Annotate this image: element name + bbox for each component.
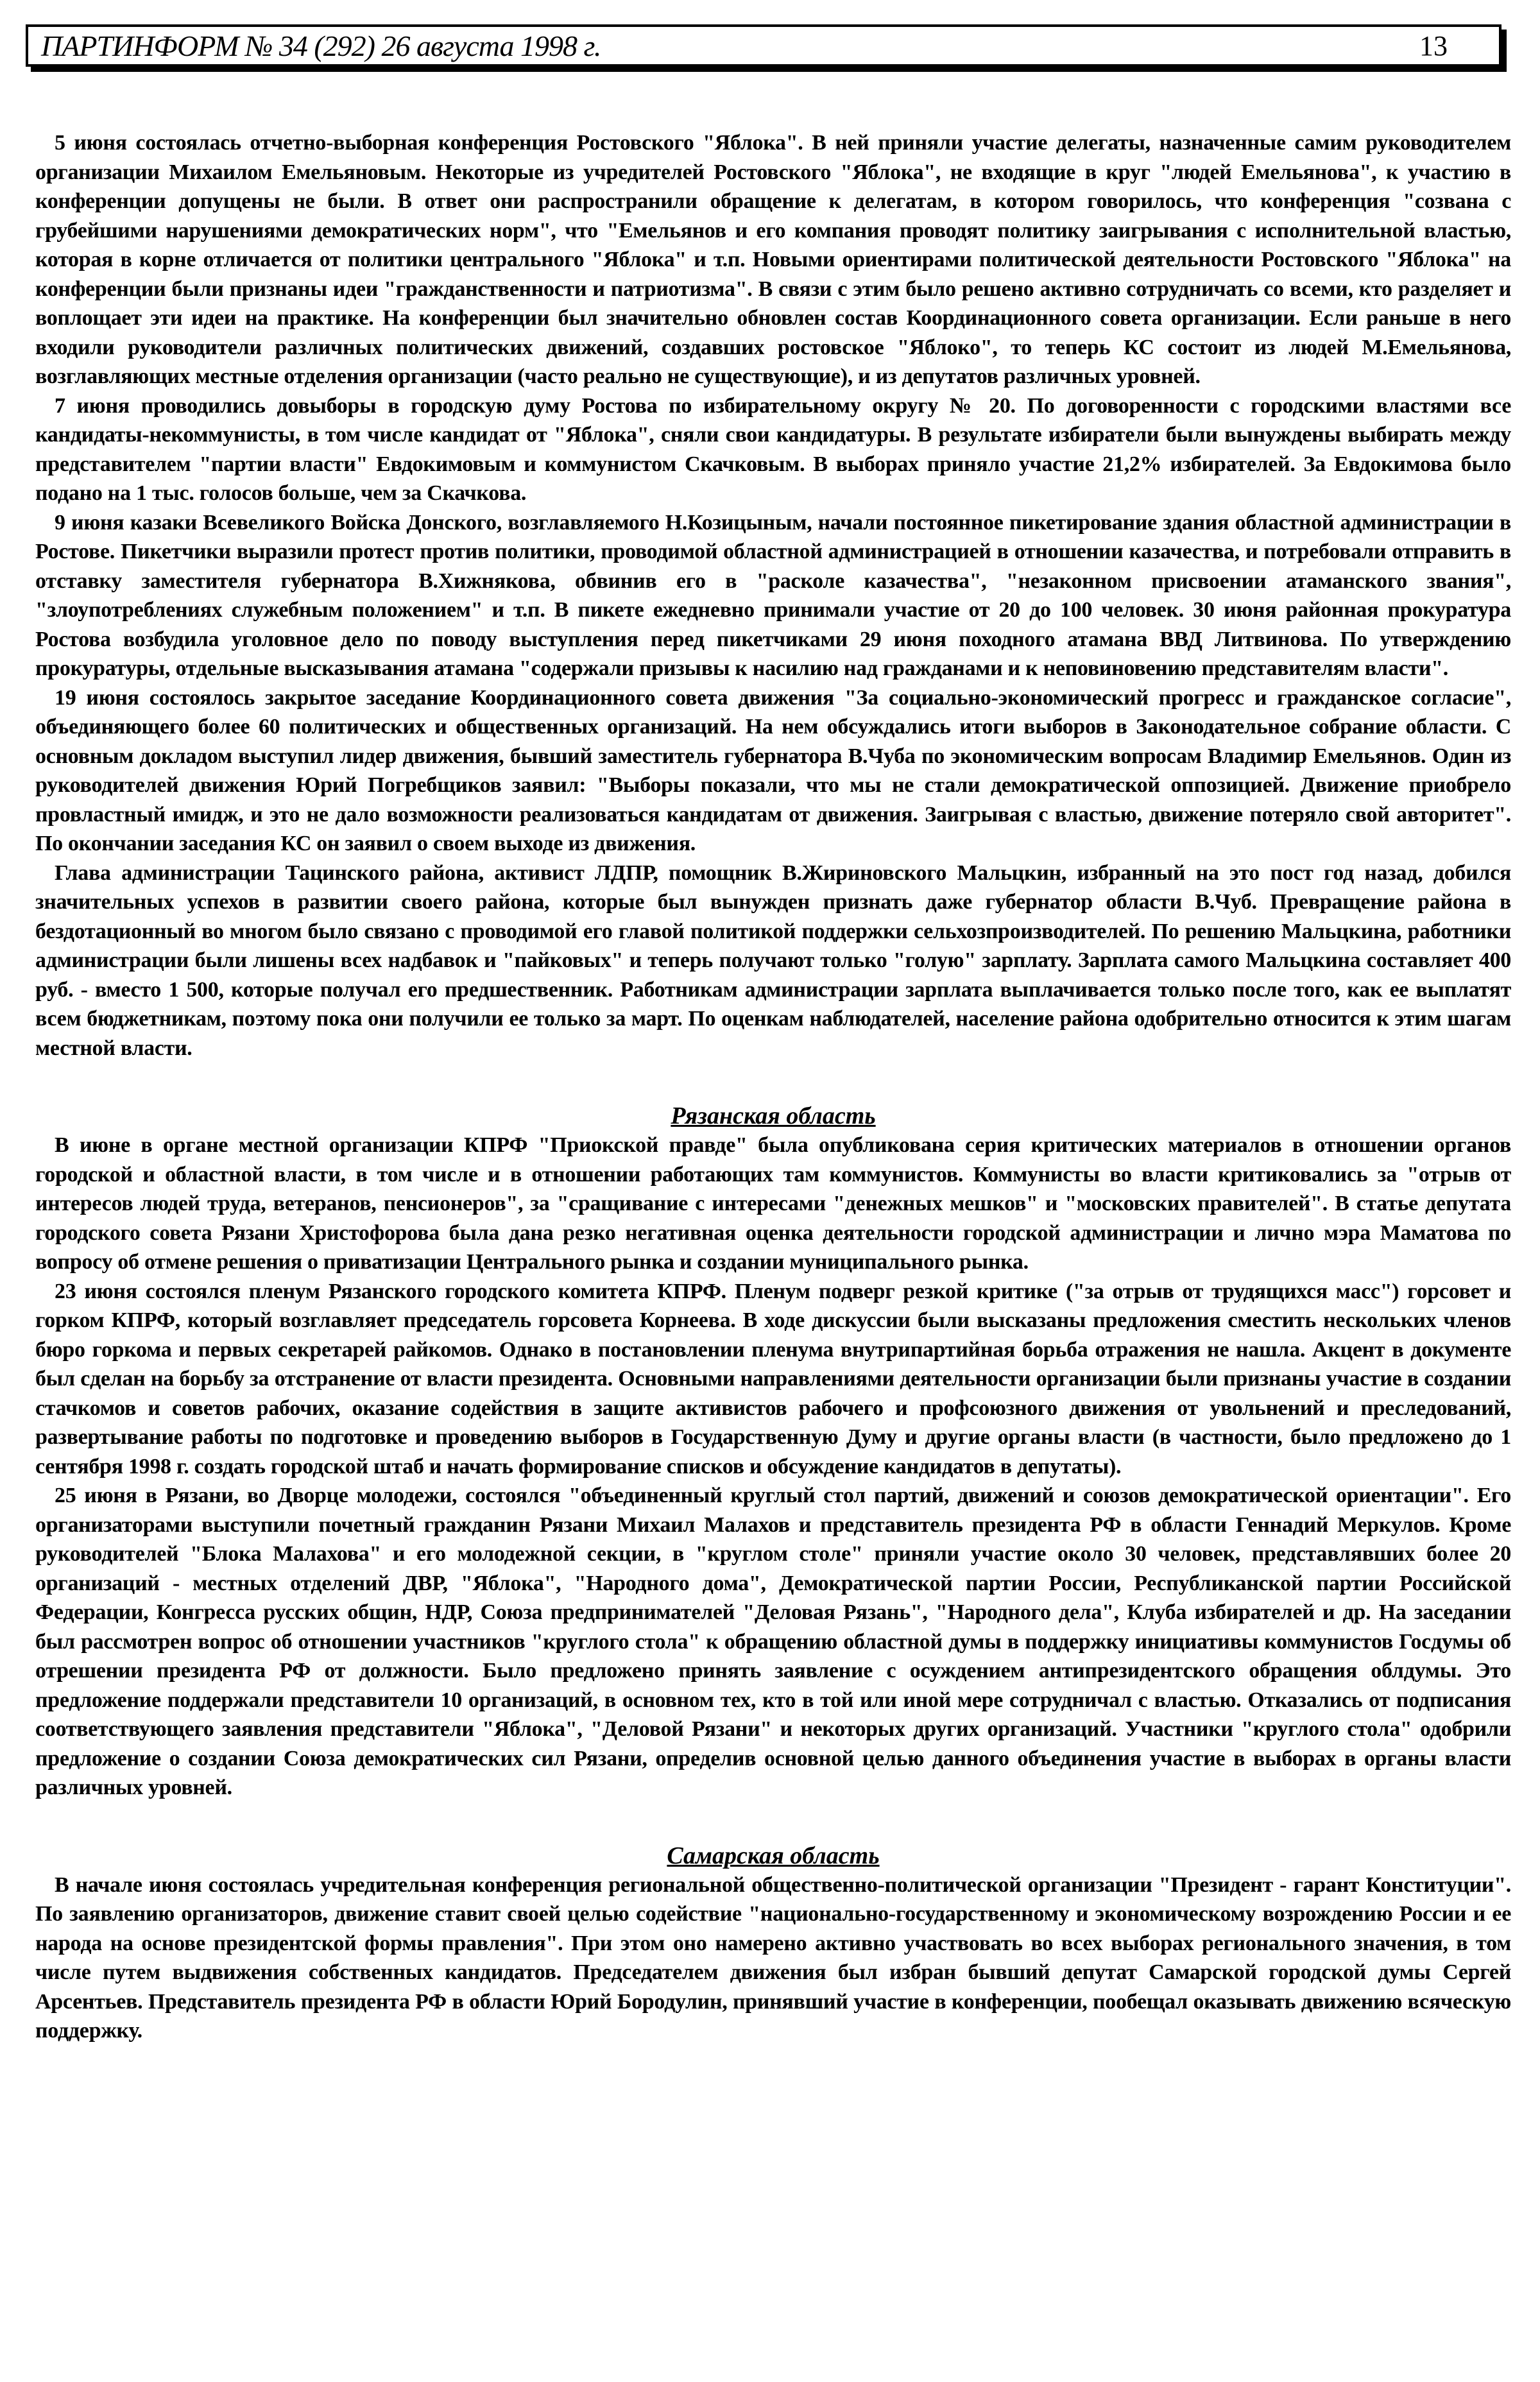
paragraph: Глава администрации Тацинского района, активист ЛДПР, помощник В.Жириновского Мальцкин, избранный на это пост год назад, добился значительных успехов в развитии своего района, которые был вынужден признать даже губернатор области В.Чуб. Превращение района в бездотационный во многом было связано с проводимой его главой политикой поддержки сельхозпроизводителей. По решению Мальцкина, работники администрации были лишены всех надбавок и "пайковых" и теперь получают только "голую" зарплату. Зарплата самого Мальцкина составляет 400 руб. - вместо 1 500, которые получал его предшественник. Работникам администрации зарплата выплачивается только после того, как ее выплатят всем бюджетникам, поэтому пока они получили ее только за март. По оценкам наблюдателей, население района одобрительно относится к этим шагам местной власти.	[35, 861, 1511, 1060]
paragraph: 23 июня состоялся пленум Рязанского городского комитета КПРФ. Пленум подверг резкой критике ("за отрыв от трудящихся масс") горсовет и горком КПРФ, который возглавляет председатель горсовета Корнеева. В ходе дискуссии были высказаны предложения сместить нескольких членов бюро горкома и первых секретарей райкомов. Однако в постановлении пленума внутрипартийная борьба отражения не нашла. Акцент в документе был сделан на борьбу за отстранение от власти президента. Основными направлениями деятельности организации были признаны участие в создании стачкомов и советов рабочих, оказание содействия в защите активистов рабочего и профсоюзного движения от увольнений и преследований, развертывание работы по подготовке и проведению выборов в Государственную Думу и другие органы власти (в частности, было предложено до 1 сентября 1998 г. создать городской штаб и начать формирование списков и обсуждение кандидатов в депутаты).	[35, 1279, 1511, 1478]
section-heading: Рязанская область	[671, 1102, 876, 1129]
article-body	[35, 128, 1511, 2046]
paragraph: В начале июня состоялась учредительная конференция региональной общественно-политической организации "Президент - гарант Конституции". По заявлению организаторов, движение ставит своей целью содействие "национально-государственному и экономическому возрождению России и ее народа на основе президентской формы правления". При этом оно намерено активно участвовать во всех выборах регионального значения, в том числе путем выдвижения собственных кандидатов. Председателем движения был избран бывший депутат Самарской городской думы Сергей Арсентьев. Представитель президента РФ в области Юрий Бородулин, принявший участие в конференции, пообещал оказывать движению всяческую поддержку.	[35, 1872, 1511, 2043]
page-number: 13	[1419, 30, 1448, 62]
section-heading: Самарская область	[667, 1842, 880, 1869]
paragraph: 7 июня проводились довыборы в городскую думу Ростова по избирательному округу № 20. По договоренности с городскими властями все кандидаты-некоммунисты, в том числе кандидат от "Яблока", сняли свои кандидатуры. В результате избиратели были вынуждены выбирать между представителем "партии власти" Евдокимовым и коммунистом Скачковым. В выборах приняло участие 21,2% избирателей. За Евдокимова было подано на 1 тыс. голосов больше, чем за Скачкова.	[35, 393, 1511, 505]
paragraph: 19 июня состоялось закрытое заседание Координационного совета движения "За социально-экономический прогресс и гражданское согласие", объединяющего более 60 политических и общественных организаций. На нем обсуждались итоги выборов в Законодательное собрание области. С основным докладом выступил лидер движения, бывший заместитель губернатора В.Чуба по экономическим вопросам Владимир Емельянов. Один из руководителей движения Юрий Погребщиков заявил: "Выборы показали, что мы не стали демократической оппозицией. Движение приобрело провластный имидж, и это не дало возможности реализоваться кандидатам от движения. Заигрывая с властью, движение потеряло свой авторитет". По окончании заседания КС он заявил о своем выходе из движения.	[35, 685, 1511, 855]
spacer	[35, 1063, 1511, 1101]
paragraph: 25 июня в Рязани, во Дворце молодежи, состоялся "объединенный круглый стол партий, движений и союзов демократической ориентации". Его организаторами выступили почетный гражданин Рязани Михаил Малахов и представитель президента РФ в области Геннадий Меркулов. Кроме руководителей "Блока Малахова" и его молодежной секции, в "круглом столе" приняли участие около 30 человек, представлявших более 20 организаций - местных отделений ДВР, "Яблока", "Народного дома", Демократической партии России, Республиканской партии Российской Федерации, Конгресса русских общин, НДР, Союза предпринимателей "Деловая Рязань", "Народного дела", Клуба избирателей и др. На заседании был рассмотрен вопрос об отношении участников "круглого стола" к обращению областной думы в поддержку инициативы коммунистов Госдумы об отрешении президента РФ от должности. Было предложено принять заявление с осуждением антипрезидентского обращения облдумы. Это предложение поддержали представители 10 организаций, в основном тех, кто в той или иной мере сотрудничал с властью. Отказались от подписания соответствующего заявления представители "Яблока", "Деловой Рязани" и некоторых других организаций. Участники "круглого стола" одобрили предложение о создании Союза демократических сил Рязани, определив основной целью данного объединения участие в выборах в органы власти различных уровней.	[35, 1484, 1511, 1799]
section-samara	[35, 1841, 1511, 2046]
publication-title: ПАРТИНФОРМ № 34 (292) 26 августа 1998 г.	[41, 29, 601, 62]
paragraph: 9 июня казаки Всевеликого Войска Донского, возглавляемого Н.Козицыным, начали постоянное пикетирование здания областной администрации в Ростове. Пикетчики выразили протест против политики, проводимой областной администрацией в отношении казачества, и потребовали отправить в отставку заместителя губернатора В.Хижнякова, обвинив его в "расколе казачества", "незаконном присвоении атаманского звания", "злоупотреблениях служебным положением" и т.п. В пикете ежедневно принимали участие от 20 до 100 человек. 30 июня районная прокуратура Ростова возбудила уголовное дело по поводу выступления перед пикетчиками 29 июня походного атамана ВВД Литвинова. По утверждению прокуратуры, отдельные высказывания атамана "содержали призывы к насилию над гражданами и к неповиновению представителям власти".	[35, 510, 1511, 680]
paragraph: В июне в органе местной организации КПРФ "Приокской правде" была опубликована серия критических материалов в отношении органов городской и областной власти, в том числе и в отношении работающих там коммунистов. Коммунисты во власти критиковались за "отрыв от интересов людей труда, ветеранов, пенсионеров", за "сращивание с интересами "денежных мешков" и "московских правителей". В статье депутата городского совета Рязани Христофорова была дана резко негативная оценка деятельности городской администрации и лично мэра Маматова по вопросу об отмене решения о приватизации Центрального рынка и создании муниципального рынка.	[35, 1133, 1511, 1274]
spacer	[35, 1803, 1511, 1841]
page-header	[26, 24, 1502, 67]
section-ryazan	[35, 1101, 1511, 1803]
paragraph: 5 июня состоялась отчетно-выборная конференция Ростовского "Яблока". В ней приняли участие делегаты, назначенные самим руководителем организации Михаилом Емельяновым. Некоторые из учредителей Ростовского "Яблока", не входящие в круг "людей Емельянова", к участию в конференции допущены не были. В ответ они распространили обращение к делегатам, в котором говорилось, что конференция "созвана с грубейшими нарушениями демократических норм", что "Емельянов и его компания проводят политику заигрывания с исполнительной властью, которая в корне отличается от политики центрального "Яблока" и т.п. Новыми ориентирами политической деятельности Ростовского "Яблока" на конференции были признаны идеи "гражданственности и патриотизма". В связи с этим было решено активно сотрудничать со всеми, кто разделяет и воплощает эти идеи на практике. На конференции был значительно обновлен состав Координационного совета организации. Если раньше в него входили руководители различных политических движений, создавших ростовское "Яблоко", то теперь КС состоит из людей М.Емельянова, возглавляющих местные отделения организации (часто реально не существующие), и из депутатов различных уровней.	[35, 131, 1511, 388]
section-rostov	[35, 128, 1511, 1063]
